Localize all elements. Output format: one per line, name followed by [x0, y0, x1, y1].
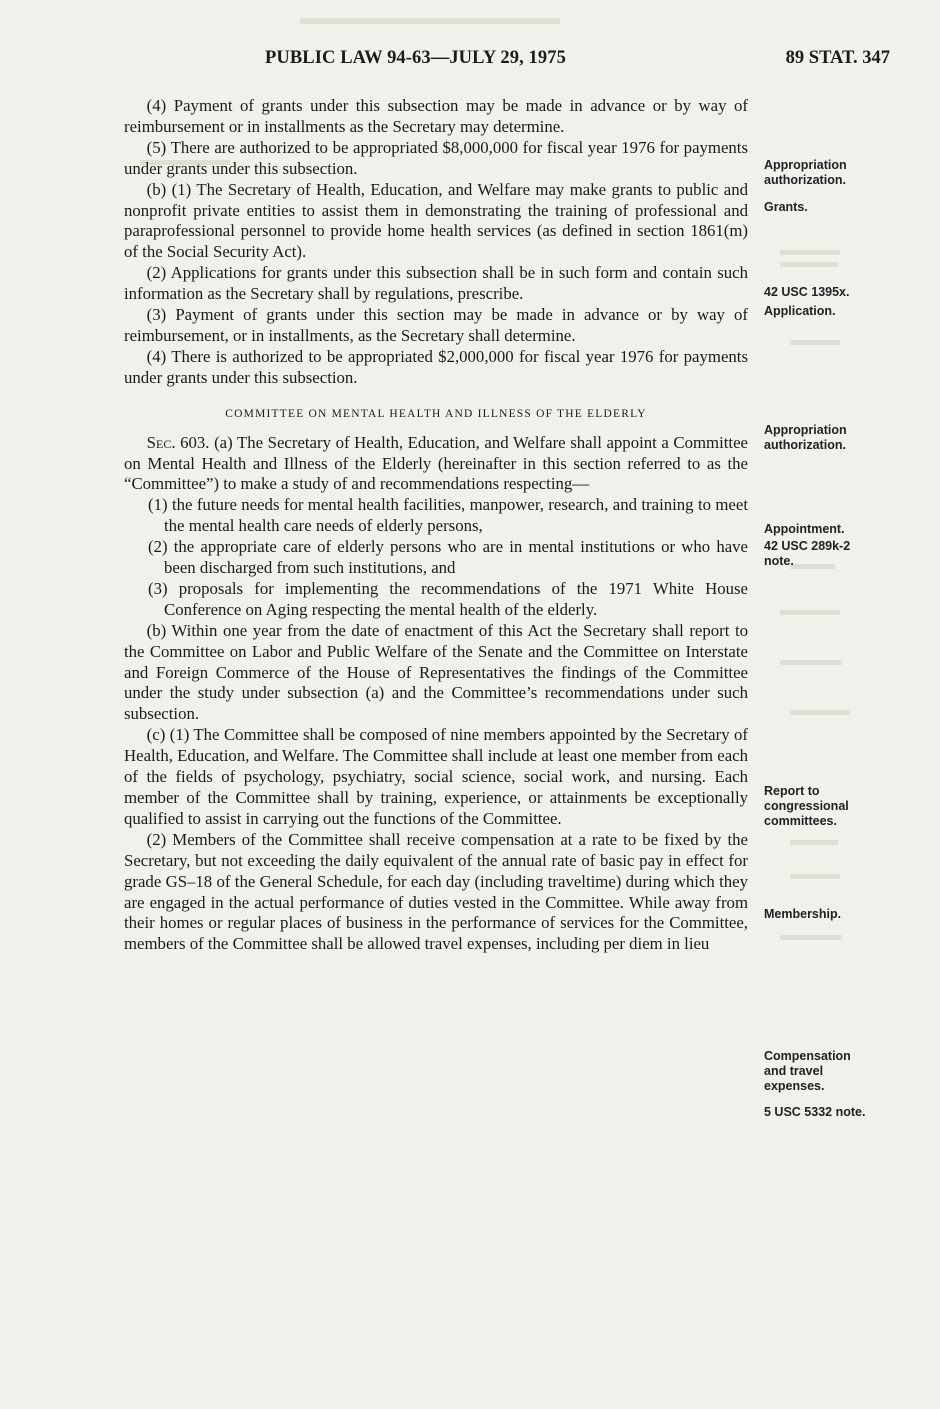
paragraph: (2) Members of the Committee shall receive compensation at a rate to be fixed by the Secretary, but not exceeding the daily equivalent of the annual rate of basic pay in effect for grade GS–18 of the General Schedule, for each day (including traveltime) during which they are engaged in the actual performance of duties vested in the Committee. While away from their homes or regular places of business in the performance of services for the Committee, members of the Committee shall be allowed travel expenses, including per diem in lieu [124, 829, 748, 954]
margin-note-report: Report to congressional committees. [764, 784, 849, 828]
paragraph: (3) Payment of grants under this section may be made in advance or by way of reimbursement, or in installments, as the Secretary shall determine. [124, 305, 748, 345]
section-paragraph [124, 433, 748, 496]
document-body [124, 96, 748, 955]
page-header-title: PUBLIC LAW 94-63—JULY 29, 1975 [265, 48, 566, 68]
page-header-stat-number: 89 STAT. 347 [785, 48, 890, 68]
margin-note-membership: Membership. [764, 907, 842, 921]
paragraph: (2) Applications for grants under this subsection shall be in such form and contain such information as the Secretary shall by regulations, prescribe. [124, 263, 748, 304]
margin-note-usc-citation: 42 USC 1395x. [764, 285, 850, 299]
paragraph: (c) (1) The Committee shall be composed of nine members appointed by the Secretary of Health, Education, and Welfare. The Committee shall include at least one member from each of the fields of psychology, psychiatry, social science, social work, and nursing. Each member of the Committee shall by training, experience, or attainments be exceptionally qualified to assist in carrying out the functions of the Committee. [124, 725, 748, 828]
margin-note-appointment: Appointment. [764, 522, 845, 536]
list-item: (3) proposals for implementing the recommendations of the 1971 White House Conference on Aging respecting the mental health of the elderly. [148, 578, 748, 619]
margin-note-usc-citation: 42 USC 289k-2 note. [764, 539, 851, 568]
list-item: (1) the future needs for mental health facilities, manpower, research, and training to meet the mental health care needs of elderly persons, [148, 495, 748, 536]
list-item: (2) the appropriate care of elderly persons who are in mental institutions or who have been discharged from such institutions, and [148, 537, 748, 578]
paragraph: (5) There are authorized to be appropriated $8,000,000 for fiscal year 1976 for payments under grants under this subsection. [124, 137, 748, 178]
margin-note-application: Application. [764, 304, 836, 318]
margin-note-usc-citation: 5 USC 5332 note. [764, 1105, 866, 1119]
paragraph: (b) Within one year from the date of enactment of this Act the Secretary shall report to the Committee on Labor and Public Welfare of the Senate and the Committee on Interstate and Foreign Commerce of the House of Representatives the findings of the Committee under the study under subsection (a) and the Committee’s recommendations under such subsection. [124, 620, 748, 724]
section-number: Sec. 603. [146, 432, 210, 452]
margin-note-grants: Grants. [764, 200, 808, 214]
section-text: (a) The Secretary of Health, Education, and Welfare shall appoint a Committee on Mental Health and Illness of the Elderly (hereinafter in this section referred to as the “Committee”) to make a study of and recommendations respecting— [124, 432, 748, 494]
margin-note-appropriation: Appropriation authorization. [764, 423, 847, 452]
section-heading: COMMITTEE ON MENTAL HEALTH AND ILLNESS OF THE ELDERLY [225, 407, 647, 420]
paragraph: (4) Payment of grants under this subsection may be made in advance or by way of reimbursement or in installments as the Secretary may determine. [124, 96, 748, 136]
margin-note-appropriation: Appropriation authorization. [764, 158, 847, 187]
paragraph: (b) (1) The Secretary of Health, Education, and Welfare may make grants to public and nonprofit private entities to assist them in demonstrating the training of professional and paraprofessional personnel to provide home health services (as defined in section 1861(m) of the Social Security Act). [124, 179, 748, 262]
paragraph: (4) There is authorized to be appropriated $2,000,000 for fiscal year 1976 for payments under grants under this subsection. [124, 346, 748, 387]
margin-note-compensation: Compensation and travel expenses. [764, 1049, 851, 1093]
